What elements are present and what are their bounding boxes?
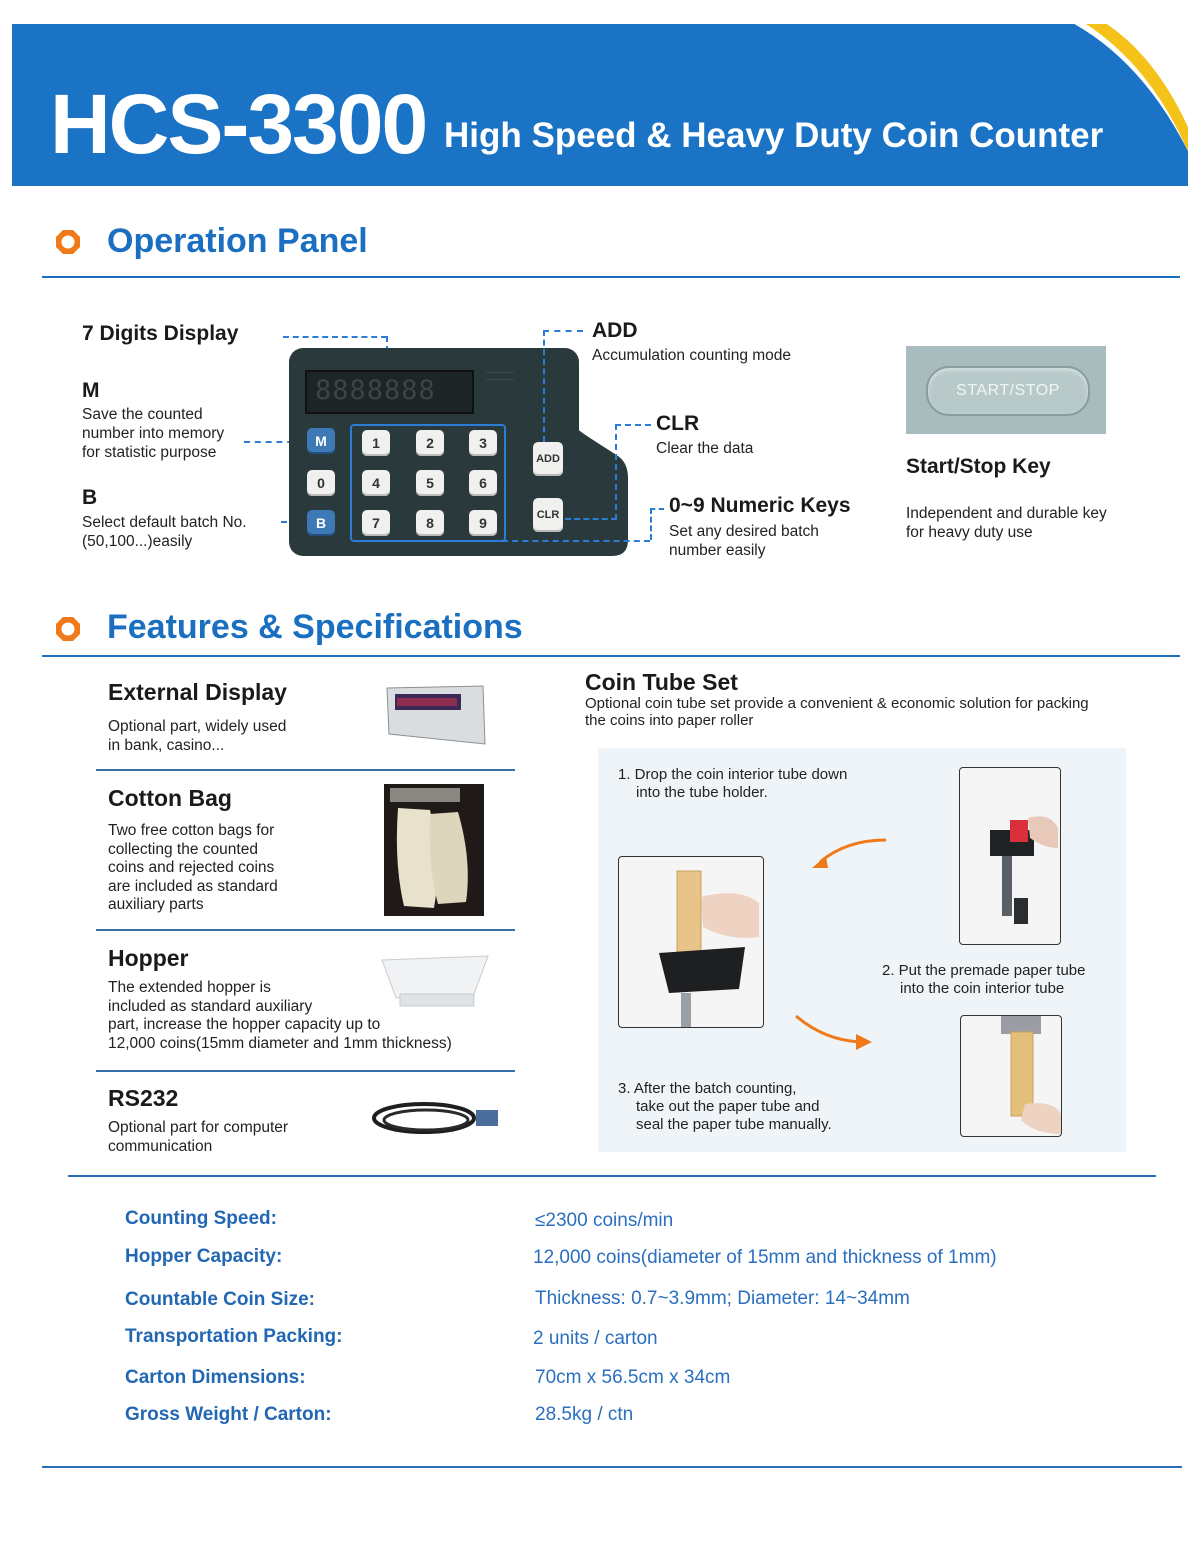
spec-label-carton-dimensions: Carton Dimensions: bbox=[125, 1367, 306, 1388]
operation-panel-title: Operation Panel bbox=[107, 222, 368, 260]
orange-ring-icon bbox=[55, 229, 81, 255]
leader-line bbox=[650, 508, 664, 510]
spec-value-transportation-packing: 2 units / carton bbox=[533, 1328, 658, 1349]
leader-line bbox=[615, 424, 651, 426]
cotton-bag-image bbox=[384, 784, 484, 916]
leader-line bbox=[502, 540, 650, 542]
spec-label-gross-weight: Gross Weight / Carton: bbox=[125, 1404, 332, 1425]
spec-value-counting-speed: ≤2300 coins/min bbox=[535, 1210, 674, 1231]
key-7[interactable]: 7 bbox=[362, 510, 390, 536]
leader-line bbox=[283, 336, 387, 338]
page-bottom-divider bbox=[42, 1466, 1182, 1468]
clr-key[interactable]: CLR bbox=[533, 498, 563, 532]
external-display-desc: Optional part, widely used in bank, casino... bbox=[108, 718, 287, 754]
b-key-label: B bbox=[82, 486, 98, 509]
coin-tube-step-3: 3. After the batch counting, take out the paper tube and seal the paper tube manually. bbox=[618, 1080, 832, 1133]
section-divider bbox=[42, 655, 1180, 657]
keypad-device-body bbox=[500, 348, 630, 558]
key-1[interactable]: 1 bbox=[362, 430, 390, 456]
indicator-lights bbox=[486, 372, 514, 380]
coin-tube-step-1: 1. Drop the coin interior tube down into the tube holder. bbox=[618, 766, 848, 801]
add-desc: Accumulation counting mode bbox=[592, 347, 792, 364]
coin-tube-desc: Optional coin tube set provide a convenient & economic solution for packing the coins into paper roller bbox=[585, 695, 1089, 729]
section-divider bbox=[42, 276, 1180, 278]
spec-label-counting-speed: Counting Speed: bbox=[125, 1208, 277, 1229]
external-display-title: External Display bbox=[108, 679, 287, 705]
product-tagline: High Speed & Heavy Duty Coin Counter bbox=[444, 116, 1104, 155]
add-label: ADD bbox=[592, 319, 638, 342]
key-9[interactable]: 9 bbox=[469, 510, 497, 536]
key-5[interactable]: 5 bbox=[416, 470, 444, 496]
seven-digit-display: 8888888 bbox=[305, 370, 474, 414]
leader-line bbox=[615, 424, 617, 520]
cotton-bag-title: Cotton Bag bbox=[108, 785, 232, 811]
tube-holder-photo bbox=[959, 767, 1061, 945]
rs232-cable-image bbox=[368, 1094, 502, 1142]
feature-divider bbox=[96, 929, 515, 931]
clr-label: CLR bbox=[656, 412, 700, 435]
hopper-image bbox=[378, 950, 492, 1010]
arrow-left-icon bbox=[806, 834, 890, 874]
leader-line bbox=[565, 518, 617, 520]
numeric-keys-desc: Set any desired batch number easily bbox=[669, 523, 819, 559]
coin-tube-step-2: 2. Put the premade paper tube into the coin interior tube bbox=[882, 962, 1086, 997]
startstop-label: Start/Stop Key bbox=[906, 455, 1051, 478]
leader-line bbox=[543, 330, 583, 332]
hopper-desc: The extended hopper is included as standard auxiliary part, increase the hopper capacity up to 12,000 coins(15mm diameter and 1mm thickness) bbox=[108, 979, 452, 1052]
startstop-button[interactable]: START/STOP bbox=[926, 366, 1090, 416]
spec-label-hopper-capacity: Hopper Capacity: bbox=[125, 1246, 283, 1267]
key-3[interactable]: 3 bbox=[469, 430, 497, 456]
features-title: Features & Specifications bbox=[107, 608, 523, 646]
feature-divider bbox=[96, 769, 515, 771]
key-8[interactable]: 8 bbox=[416, 510, 444, 536]
leader-line bbox=[543, 330, 545, 442]
feature-divider bbox=[96, 1070, 515, 1072]
specs-top-divider bbox=[68, 1175, 1156, 1177]
external-display-image bbox=[383, 684, 489, 750]
spec-value-coin-size: Thickness: 0.7~3.9mm; Diameter: 14~34mm bbox=[535, 1288, 910, 1309]
orange-ring-icon bbox=[55, 616, 81, 642]
spec-value-carton-dimensions: 70cm x 56.5cm x 34cm bbox=[535, 1367, 731, 1388]
m-key-desc: Save the counted number into memory for statistic purpose bbox=[82, 406, 225, 461]
clr-desc: Clear the data bbox=[656, 440, 754, 457]
spec-value-hopper-capacity: 12,000 coins(diameter of 15mm and thickness of 1mm) bbox=[533, 1247, 997, 1268]
zero-key[interactable]: 0 bbox=[307, 470, 335, 496]
digits-display-label: 7 Digits Display bbox=[82, 322, 239, 345]
hopper-title: Hopper bbox=[108, 945, 189, 971]
m-key[interactable]: M bbox=[307, 428, 335, 454]
rs232-desc: Optional part for computer communication bbox=[108, 1119, 289, 1155]
numeric-keys-label: 0~9 Numeric Keys bbox=[669, 494, 851, 517]
spec-label-transportation-packing: Transportation Packing: bbox=[125, 1326, 343, 1347]
startstop-desc: Independent and durable key for heavy duty use bbox=[906, 505, 1107, 541]
product-model: HCS-3300 bbox=[50, 77, 427, 171]
key-4[interactable]: 4 bbox=[362, 470, 390, 496]
key-2[interactable]: 2 bbox=[416, 430, 444, 456]
banner-swoosh-graphic bbox=[988, 24, 1188, 186]
spec-label-coin-size: Countable Coin Size: bbox=[125, 1289, 315, 1310]
interior-tube-photo bbox=[618, 856, 764, 1028]
spec-value-gross-weight: 28.5kg / ctn bbox=[535, 1404, 634, 1425]
coin-tube-title: Coin Tube Set bbox=[585, 669, 738, 695]
arrow-right-icon bbox=[792, 1010, 876, 1052]
leader-line bbox=[650, 508, 652, 540]
rs232-title: RS232 bbox=[108, 1085, 179, 1111]
cotton-bag-desc: Two free cotton bags for collecting the counted coins and rejected coins are included as standard auxiliary parts bbox=[108, 822, 278, 913]
add-key[interactable]: ADD bbox=[533, 442, 563, 476]
b-key-desc: Select default batch No. (50,100...)easily bbox=[82, 514, 247, 550]
key-6[interactable]: 6 bbox=[469, 470, 497, 496]
m-key-label: M bbox=[82, 379, 100, 402]
b-key[interactable]: B bbox=[307, 510, 335, 536]
sealed-tube-photo bbox=[960, 1015, 1062, 1137]
